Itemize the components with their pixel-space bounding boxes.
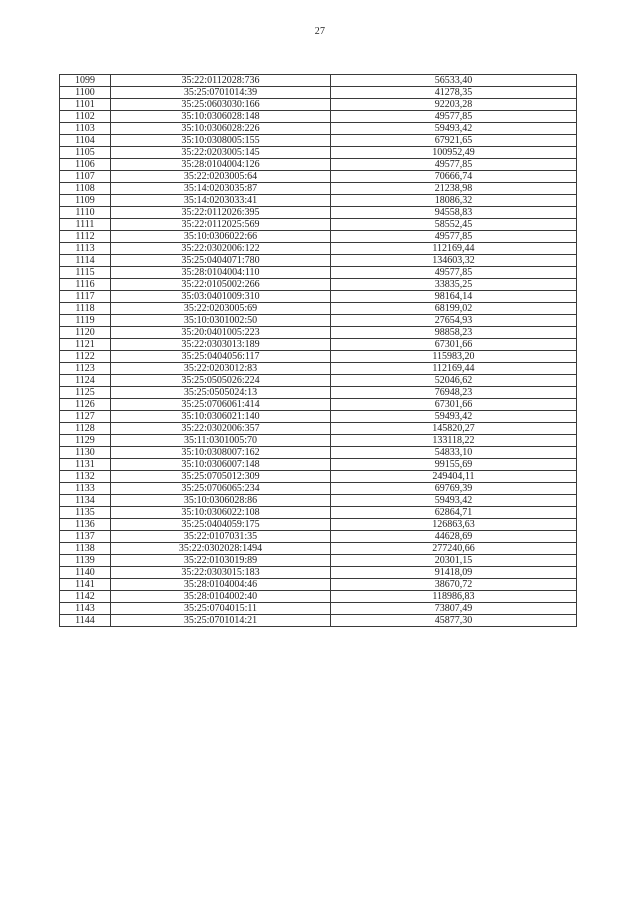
page-number: 27 <box>314 26 326 37</box>
row-number-cell: 1103 <box>60 123 111 135</box>
cadastral-number-cell: 35:10:0306022:66 <box>111 231 331 243</box>
cadastral-number-cell: 35:22:0303013:189 <box>111 339 331 351</box>
table-row <box>60 147 577 159</box>
table-row <box>60 447 577 459</box>
cadastral-number-cell: 35:22:0112028:736 <box>111 75 331 87</box>
table-row <box>60 423 577 435</box>
value-cell: 41278,35 <box>331 87 577 99</box>
value-cell: 56533,40 <box>331 75 577 87</box>
cadastral-number-cell: 35:28:0104002:40 <box>111 591 331 603</box>
table-row <box>60 579 577 591</box>
cadastral-number-cell: 35:25:0705012:309 <box>111 471 331 483</box>
cadastral-number-cell: 35:22:0203005:69 <box>111 303 331 315</box>
table-row <box>60 591 577 603</box>
row-number-cell: 1121 <box>60 339 111 351</box>
table-row <box>60 243 577 255</box>
value-cell: 100952,49 <box>331 147 577 159</box>
value-cell: 69769,39 <box>331 483 577 495</box>
row-number-cell: 1138 <box>60 543 111 555</box>
row-number-cell: 1117 <box>60 291 111 303</box>
table-row <box>60 303 577 315</box>
row-number-cell: 1126 <box>60 399 111 411</box>
value-cell: 68199,02 <box>331 303 577 315</box>
row-number-cell: 1100 <box>60 87 111 99</box>
row-number-cell: 1110 <box>60 207 111 219</box>
value-cell: 27654,93 <box>331 315 577 327</box>
table-row <box>60 171 577 183</box>
cadastral-number-cell: 35:10:0306028:86 <box>111 495 331 507</box>
cadastral-number-cell: 35:25:0404059:175 <box>111 519 331 531</box>
value-cell: 59493,42 <box>331 495 577 507</box>
value-cell: 98164,14 <box>331 291 577 303</box>
value-cell: 126863,63 <box>331 519 577 531</box>
value-cell: 44628,69 <box>331 531 577 543</box>
row-number-cell: 1140 <box>60 567 111 579</box>
table-row <box>60 507 577 519</box>
value-cell: 134603,32 <box>331 255 577 267</box>
cadastral-number-cell: 35:25:0701014:39 <box>111 87 331 99</box>
row-number-cell: 1143 <box>60 603 111 615</box>
value-cell: 98858,23 <box>331 327 577 339</box>
table-row <box>60 99 577 111</box>
table-row <box>60 267 577 279</box>
cadastral-number-cell: 35:25:0706061:414 <box>111 399 331 411</box>
cadastral-number-cell: 35:25:0404056:117 <box>111 351 331 363</box>
value-cell: 59493,42 <box>331 123 577 135</box>
table-row <box>60 543 577 555</box>
table-row <box>60 603 577 615</box>
table-row <box>60 435 577 447</box>
row-number-cell: 1106 <box>60 159 111 171</box>
table-row <box>60 135 577 147</box>
row-number-cell: 1109 <box>60 195 111 207</box>
value-cell: 133118,22 <box>331 435 577 447</box>
cadastral-number-cell: 35:20:0401005:223 <box>111 327 331 339</box>
cadastral-number-cell: 35:10:0306022:108 <box>111 507 331 519</box>
value-cell: 249404,11 <box>331 471 577 483</box>
value-cell: 67301,66 <box>331 399 577 411</box>
cadastral-number-cell: 35:25:0404071:780 <box>111 255 331 267</box>
row-number-cell: 1122 <box>60 351 111 363</box>
table-row <box>60 555 577 567</box>
value-cell: 45877,30 <box>331 615 577 627</box>
value-cell: 112169,44 <box>331 243 577 255</box>
table-row <box>60 519 577 531</box>
value-cell: 118986,83 <box>331 591 577 603</box>
cadastral-number-cell: 35:10:0308005:155 <box>111 135 331 147</box>
row-number-cell: 1134 <box>60 495 111 507</box>
cadastral-number-cell: 35:22:0203005:64 <box>111 171 331 183</box>
cadastral-number-cell: 35:22:0302028:1494 <box>111 543 331 555</box>
row-number-cell: 1114 <box>60 255 111 267</box>
cadastral-number-cell: 35:25:0505026:224 <box>111 375 331 387</box>
cadastral-number-cell: 35:25:0701014:21 <box>111 615 331 627</box>
table-row <box>60 567 577 579</box>
table-row <box>60 159 577 171</box>
cadastral-number-cell: 35:28:0104004:126 <box>111 159 331 171</box>
cadastral-number-cell: 35:14:0203035:87 <box>111 183 331 195</box>
cadastral-number-cell: 35:22:0107031:35 <box>111 531 331 543</box>
value-cell: 73807,49 <box>331 603 577 615</box>
value-cell: 49577,85 <box>331 159 577 171</box>
row-number-cell: 1139 <box>60 555 111 567</box>
table-row <box>60 411 577 423</box>
row-number-cell: 1111 <box>60 219 111 231</box>
value-cell: 49577,85 <box>331 111 577 123</box>
table-row <box>60 615 577 627</box>
row-number-cell: 1135 <box>60 507 111 519</box>
table-row <box>60 339 577 351</box>
registry-table-body <box>60 75 577 627</box>
value-cell: 20301,15 <box>331 555 577 567</box>
row-number-cell: 1113 <box>60 243 111 255</box>
cadastral-number-cell: 35:25:0704015:11 <box>111 603 331 615</box>
cadastral-number-cell: 35:22:0203012:83 <box>111 363 331 375</box>
value-cell: 38670,72 <box>331 579 577 591</box>
table-row <box>60 459 577 471</box>
cadastral-number-cell: 35:22:0112026:395 <box>111 207 331 219</box>
cadastral-number-cell: 35:28:0104004:110 <box>111 267 331 279</box>
cadastral-number-cell: 35:25:0603030:166 <box>111 99 331 111</box>
cadastral-number-cell: 35:22:0203005:145 <box>111 147 331 159</box>
row-number-cell: 1127 <box>60 411 111 423</box>
table-row <box>60 327 577 339</box>
value-cell: 67301,66 <box>331 339 577 351</box>
registry-table <box>59 74 577 627</box>
row-number-cell: 1137 <box>60 531 111 543</box>
row-number-cell: 1102 <box>60 111 111 123</box>
value-cell: 112169,44 <box>331 363 577 375</box>
table-row <box>60 531 577 543</box>
row-number-cell: 1132 <box>60 471 111 483</box>
table-row <box>60 87 577 99</box>
cadastral-number-cell: 35:22:0303015:183 <box>111 567 331 579</box>
row-number-cell: 1099 <box>60 75 111 87</box>
table-row <box>60 483 577 495</box>
cadastral-number-cell: 35:14:0203033:41 <box>111 195 331 207</box>
table-row <box>60 231 577 243</box>
table-row <box>60 123 577 135</box>
cadastral-number-cell: 35:03:0401009:310 <box>111 291 331 303</box>
value-cell: 277240,66 <box>331 543 577 555</box>
value-cell: 18086,32 <box>331 195 577 207</box>
table-row <box>60 351 577 363</box>
value-cell: 67921,65 <box>331 135 577 147</box>
value-cell: 62864,71 <box>331 507 577 519</box>
row-number-cell: 1101 <box>60 99 111 111</box>
row-number-cell: 1136 <box>60 519 111 531</box>
table-row <box>60 315 577 327</box>
value-cell: 76948,23 <box>331 387 577 399</box>
row-number-cell: 1128 <box>60 423 111 435</box>
value-cell: 115983,20 <box>331 351 577 363</box>
value-cell: 49577,85 <box>331 231 577 243</box>
row-number-cell: 1125 <box>60 387 111 399</box>
value-cell: 52046,62 <box>331 375 577 387</box>
cadastral-number-cell: 35:10:0306007:148 <box>111 459 331 471</box>
row-number-cell: 1131 <box>60 459 111 471</box>
value-cell: 91418,09 <box>331 567 577 579</box>
row-number-cell: 1123 <box>60 363 111 375</box>
cadastral-number-cell: 35:11:0301005:70 <box>111 435 331 447</box>
table-row <box>60 75 577 87</box>
row-number-cell: 1142 <box>60 591 111 603</box>
row-number-cell: 1105 <box>60 147 111 159</box>
table-row <box>60 399 577 411</box>
cadastral-number-cell: 35:22:0302006:122 <box>111 243 331 255</box>
table-row <box>60 195 577 207</box>
row-number-cell: 1129 <box>60 435 111 447</box>
cadastral-number-cell: 35:10:0308007:162 <box>111 447 331 459</box>
row-number-cell: 1104 <box>60 135 111 147</box>
value-cell: 54833,10 <box>331 447 577 459</box>
cadastral-number-cell: 35:28:0104004:46 <box>111 579 331 591</box>
value-cell: 99155,69 <box>331 459 577 471</box>
table-row <box>60 291 577 303</box>
value-cell: 145820,27 <box>331 423 577 435</box>
row-number-cell: 1130 <box>60 447 111 459</box>
table-row <box>60 111 577 123</box>
table-row <box>60 375 577 387</box>
row-number-cell: 1144 <box>60 615 111 627</box>
value-cell: 49577,85 <box>331 267 577 279</box>
row-number-cell: 1112 <box>60 231 111 243</box>
table-row <box>60 495 577 507</box>
row-number-cell: 1119 <box>60 315 111 327</box>
cadastral-number-cell: 35:22:0112025:569 <box>111 219 331 231</box>
row-number-cell: 1107 <box>60 171 111 183</box>
row-number-cell: 1120 <box>60 327 111 339</box>
cadastral-number-cell: 35:10:0306028:226 <box>111 123 331 135</box>
table-row <box>60 279 577 291</box>
cadastral-number-cell: 35:10:0306028:148 <box>111 111 331 123</box>
value-cell: 92203,28 <box>331 99 577 111</box>
table-row <box>60 207 577 219</box>
row-number-cell: 1115 <box>60 267 111 279</box>
cadastral-number-cell: 35:22:0103019:89 <box>111 555 331 567</box>
table-row <box>60 255 577 267</box>
cadastral-number-cell: 35:10:0306021:140 <box>111 411 331 423</box>
row-number-cell: 1108 <box>60 183 111 195</box>
cadastral-number-cell: 35:22:0105002:266 <box>111 279 331 291</box>
cadastral-number-cell: 35:10:0301002:50 <box>111 315 331 327</box>
table-row <box>60 183 577 195</box>
table-row <box>60 387 577 399</box>
row-number-cell: 1116 <box>60 279 111 291</box>
value-cell: 59493,42 <box>331 411 577 423</box>
cadastral-number-cell: 35:25:0706065:234 <box>111 483 331 495</box>
table-row <box>60 471 577 483</box>
value-cell: 21238,98 <box>331 183 577 195</box>
row-number-cell: 1133 <box>60 483 111 495</box>
table-row <box>60 219 577 231</box>
row-number-cell: 1118 <box>60 303 111 315</box>
row-number-cell: 1124 <box>60 375 111 387</box>
table-row <box>60 363 577 375</box>
value-cell: 70666,74 <box>331 171 577 183</box>
cadastral-number-cell: 35:22:0302006:357 <box>111 423 331 435</box>
value-cell: 58552,45 <box>331 219 577 231</box>
value-cell: 94558,83 <box>331 207 577 219</box>
cadastral-number-cell: 35:25:0505024:13 <box>111 387 331 399</box>
value-cell: 33835,25 <box>331 279 577 291</box>
row-number-cell: 1141 <box>60 579 111 591</box>
